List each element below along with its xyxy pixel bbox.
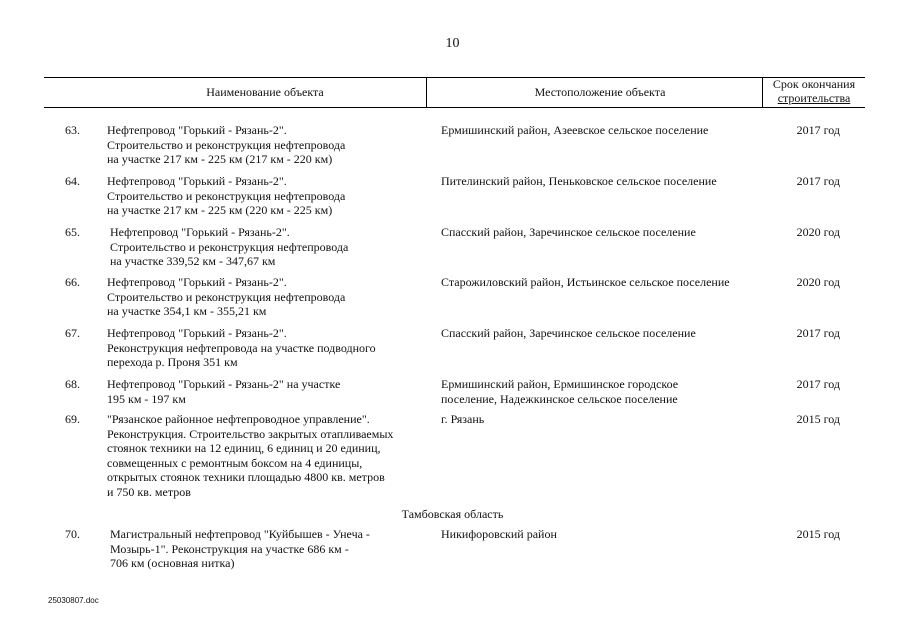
row-term: 2017 год xyxy=(796,123,840,137)
row-term: 2015 год xyxy=(796,412,840,426)
row-number: 63. xyxy=(65,123,80,137)
header-term-line1: Срок окончания xyxy=(772,77,856,91)
location-line: г. Рязань xyxy=(441,412,485,426)
document-filename: 25030807.doc xyxy=(48,596,99,605)
header-term-line2: строительства xyxy=(777,91,851,105)
row-location xyxy=(441,123,771,138)
row-number: 64. xyxy=(65,174,80,188)
row-number: 66. xyxy=(65,275,80,289)
row-number: 67. xyxy=(65,326,80,340)
name-line: и 750 кв. метров xyxy=(107,484,191,499)
location-line: Ермишинский район, Ермишинское городское xyxy=(441,377,679,391)
row-number: 69. xyxy=(65,412,80,426)
name-line: 195 км - 197 км xyxy=(107,391,186,406)
name-line: Нефтепровод "Горький - Рязань-2". xyxy=(107,123,287,137)
location-line: Старожиловский район, Истьинское сельское поселение xyxy=(441,275,730,289)
row-object-name xyxy=(110,527,430,571)
row-number: 65. xyxy=(65,225,80,239)
row-location xyxy=(441,377,771,406)
row-object-name xyxy=(107,326,427,370)
name-line: перехода р. Проня 351 км xyxy=(107,355,238,370)
row-object-name xyxy=(107,275,427,319)
name-line: Нефтепровод "Горький - Рязань-2". xyxy=(107,174,287,188)
name-line: Мозырь-1". Реконструкция на участке 686 км - xyxy=(110,541,349,556)
header-top-rule xyxy=(44,77,865,78)
row-location xyxy=(441,527,771,542)
name-line: стоянок техники на 12 единиц, 6 единиц и 20 единиц, xyxy=(107,441,381,456)
location-line: Пителинский район, Пеньковское сельское поселение xyxy=(441,174,717,188)
name-line: Строительство и реконструкция нефтепровода xyxy=(107,289,346,304)
name-line: на участке 217 км - 225 км (217 км - 220 км) xyxy=(107,152,333,167)
row-object-name xyxy=(107,412,427,500)
name-line: Строительство и реконструкция нефтепровода xyxy=(107,137,346,152)
name-line: на участке 217 км - 225 км (220 км - 225 км) xyxy=(107,203,333,218)
row-object-name xyxy=(107,123,427,167)
row-object-name xyxy=(110,225,430,269)
name-line: Реконструкция нефтепровода на участке подводного xyxy=(107,340,376,355)
header-name: Наименование объекта xyxy=(206,85,324,99)
row-term: 2017 год xyxy=(796,326,840,340)
row-object-name xyxy=(107,174,427,218)
header-divider-left xyxy=(426,77,427,107)
name-line: на участке 354,1 км - 355,21 км xyxy=(107,304,267,319)
location-line: поселение, Надежкинское сельское поселение xyxy=(441,391,678,406)
header-bottom-rule xyxy=(44,107,865,108)
name-line: Строительство и реконструкция нефтепровода xyxy=(107,188,346,203)
name-line: Нефтепровод "Горький - Рязань-2" на участке xyxy=(107,377,341,391)
name-line: Строительство и реконструкция нефтепровода xyxy=(110,239,349,254)
name-line: Реконструкция. Строительство закрытых отапливаемых xyxy=(107,426,394,441)
row-term: 2020 год xyxy=(796,275,840,289)
page-number: 10 xyxy=(445,36,460,51)
row-location xyxy=(441,174,771,189)
header-term xyxy=(763,77,865,105)
row-term: 2015 год xyxy=(796,527,840,541)
location-line: Спасский район, Заречинское сельское поселение xyxy=(441,225,696,239)
row-number: 70. xyxy=(65,527,80,541)
name-line: Магистральный нефтепровод "Куйбышев - Унеча - xyxy=(110,527,370,541)
name-line: Нефтепровод "Горький - Рязань-2". xyxy=(107,275,287,289)
row-term: 2017 год xyxy=(796,174,840,188)
row-location xyxy=(441,412,771,427)
row-number: 68. xyxy=(65,377,80,391)
name-line: Нефтепровод "Горький - Рязань-2". xyxy=(110,225,290,239)
row-term: 2017 год xyxy=(796,377,840,391)
name-line: совмещенных с ремонтным боксом на 4 единицы, xyxy=(107,455,363,470)
row-location xyxy=(441,326,771,341)
row-object-name xyxy=(107,377,427,406)
header-location: Местоположение объекта xyxy=(534,85,666,99)
region-heading: Тамбовская область xyxy=(401,507,504,521)
name-line: на участке 339,52 км - 347,67 км xyxy=(110,254,276,269)
name-line: открытых стоянок техники площадью 4800 кв. метров xyxy=(107,470,385,485)
name-line: Нефтепровод "Горький - Рязань-2". xyxy=(107,326,287,340)
row-term: 2020 год xyxy=(796,225,840,239)
row-location xyxy=(441,275,771,290)
row-location xyxy=(441,225,771,240)
name-line: 706 км (основная нитка) xyxy=(110,556,235,571)
location-line: Спасский район, Заречинское сельское поселение xyxy=(441,326,696,340)
location-line: Никифоровский район xyxy=(441,527,557,541)
name-line: "Рязанское районное нефтепроводное управление". xyxy=(107,412,370,426)
location-line: Ермишинский район, Азеевское сельское поселение xyxy=(441,123,709,137)
